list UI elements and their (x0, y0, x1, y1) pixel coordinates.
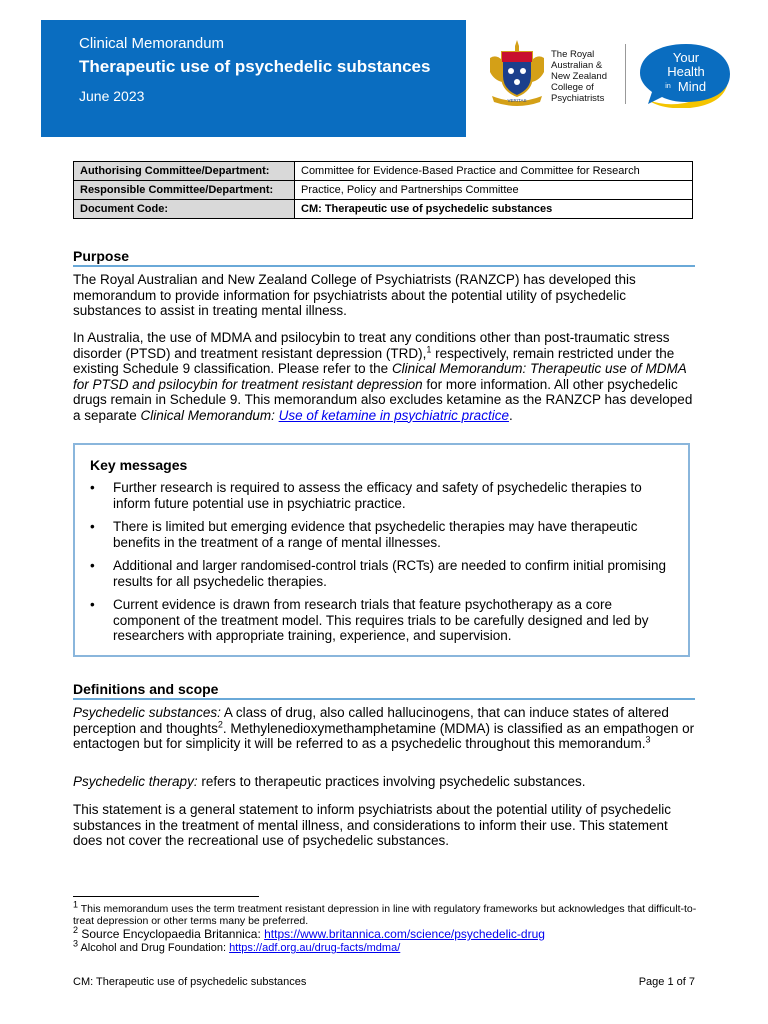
definition-psychedelic-therapy (73, 774, 698, 790)
footer-document-code: CM: Therapeutic use of psychedelic substances (73, 976, 307, 988)
key-messages-heading: Key messages (90, 457, 188, 473)
meta-key: Authorising Committee/Department: (74, 162, 295, 181)
ranzcp-line: Australian & (551, 60, 603, 71)
yhim-word: Mind (677, 79, 707, 94)
key-messages-box (73, 443, 690, 657)
table-row (74, 162, 693, 181)
footnote-1 (73, 899, 698, 927)
footnote-number: 1 (73, 899, 79, 910)
bullet-icon: • (90, 519, 95, 534)
link-text: Use of ketamine in psychiatric practice (278, 407, 509, 423)
purpose-paragraph-1: The Royal Australian and New Zealand College of Psychiatrists (RANZCP) has developed this memorandum to provide information for psychiatrists about the potential utility of psychedelic substances to assist in treating mental illness. (73, 272, 636, 318)
memorandum-reference: Clinical Memorandum: Therapeutic use of MDMA for PTSD and psilocybin for treatment resistant depression (73, 361, 687, 392)
document-date: June 2023 (79, 88, 145, 104)
yhim-word: Your (672, 50, 700, 65)
bullet-icon: • (90, 558, 95, 573)
footnote-ref: 2 (217, 719, 223, 729)
definition-psychedelic-substances (73, 705, 698, 752)
defined-term: Psychedelic therapy: (73, 774, 198, 789)
text-run: A class of drug, also called hallucinogens, that can induce states of altered perception and thoughts (73, 705, 669, 736)
ketamine-memorandum-link[interactable] (279, 408, 509, 423)
bullet-icon: • (90, 480, 95, 495)
footnote-text: Alcohol and Drug Foundation: (78, 942, 230, 954)
footnote-number: 2 (73, 925, 79, 935)
list-item (88, 519, 678, 550)
document-metadata-table (73, 161, 693, 219)
title-banner (41, 20, 466, 137)
crest-motto: VERITAS (507, 98, 527, 103)
defined-term: Psychedelic substances: (73, 705, 221, 720)
footnote-number: 3 (73, 938, 79, 949)
table-row (74, 181, 693, 200)
table-row (74, 200, 693, 219)
bullet-icon: • (90, 597, 95, 612)
list-item-text: There is limited but emerging evidence that psychedelic therapies may have therapeutic benefits in the treatment of a range of mental illnesses. (113, 519, 638, 550)
text-run: for more information. All other psychedelic drugs remain in Schedule 9. This memorandum also excludes ketamine as the RANZCP has developed a separate (73, 376, 693, 423)
yhim-word: in (665, 83, 671, 90)
purpose-paragraph-2 (73, 330, 698, 423)
key-messages-list (88, 480, 678, 652)
footnote-2 (73, 925, 698, 941)
ranzcp-line: College of (551, 82, 594, 93)
ranzcp-logo (486, 38, 621, 108)
footnote-ref: 3 (645, 734, 651, 745)
meta-value: Practice, Policy and Partnerships Committee (295, 181, 693, 200)
footnote-text: This memorandum uses the term treatment resistant depression in line with regulatory frameworks but acknowledges that difficult-to-treat depression or other terms many be preferred. (73, 903, 697, 927)
meta-key: Document Code: (74, 200, 295, 219)
ranzcp-line: Psychiatrists (551, 93, 605, 104)
definitions-heading: Definitions and scope (73, 681, 695, 700)
text-run: Clinical Memorandum: (140, 407, 275, 423)
text-run: . (508, 407, 513, 423)
list-item-text: Current evidence is drawn from research trials that feature psychotherapy as a core component of the treatment model. This requires trials to be carefully designed and led by researchers with appropriate training, experience, and supervision. (113, 597, 649, 643)
ranzcp-line: New Zealand (551, 71, 607, 82)
yhim-word: Health (667, 64, 705, 79)
list-item (88, 597, 678, 644)
text-run: . Methylenedioxymethamphetamine (MDMA) is classified as an empathogen or entactogen but for simplicity it will be referred to as a psychedelic throughout this memorandum. (73, 720, 695, 751)
scope-paragraph: This statement is a general statement to inform psychiatrists about the potential utility of psychedelic substances in the treatment of mental illness, and considerations to inform their use. This statement does not cover the recreational use of psychedelic substances. (73, 802, 672, 848)
meta-key: Responsible Committee/Department: (74, 181, 295, 200)
document-type: Clinical Memorandum (79, 35, 225, 52)
ranzcp-line: The Royal (551, 49, 595, 60)
text-run: In Australia, the use of MDMA and psilocybin to treat any conditions other than post-traumatic stress disorder (PTSD) and treatment resistant depression (TRD), (73, 330, 670, 361)
adf-link[interactable]: https://adf.org.au/drug-facts/mdma/ (229, 942, 401, 954)
footnote-separator (73, 896, 259, 897)
meta-value: CM: Therapeutic use of psychedelic substances (295, 200, 693, 219)
text-run: respectively, remain restricted under the existing Schedule 9 classification. Please refer to the (73, 345, 675, 376)
text-run: refers to therapeutic practices involving psychedelic substances. (197, 774, 586, 789)
footnote-text: Source Encyclopaedia Britannica: (78, 927, 265, 941)
britannica-link[interactable]: https://www.britannica.com/science/psychedelic-drug (264, 927, 545, 941)
ranzcp-wordmark (551, 49, 607, 104)
list-item (88, 558, 678, 589)
purpose-heading: Purpose (73, 248, 695, 267)
page-number: Page 1 of 7 (638, 976, 695, 988)
footnote-ref: 1 (426, 344, 432, 354)
document-title: Therapeutic use of psychedelic substances (79, 57, 431, 76)
list-item-text: Further research is required to assess the efficacy and safety of psychedelic therapies to inform future potential use in psychiatric practice. (113, 480, 642, 511)
footnote-3 (73, 938, 698, 954)
meta-value: Committee for Evidence-Based Practice and Committee for Research (295, 162, 693, 181)
list-item-text: Additional and larger randomised-control trials (RCTs) are needed to confirm initial promising results for all psychedelic therapies. (113, 558, 666, 589)
logo-divider (625, 44, 626, 104)
crest-icon (486, 38, 548, 108)
list-item (88, 480, 678, 511)
your-health-in-mind-logo (638, 42, 734, 108)
